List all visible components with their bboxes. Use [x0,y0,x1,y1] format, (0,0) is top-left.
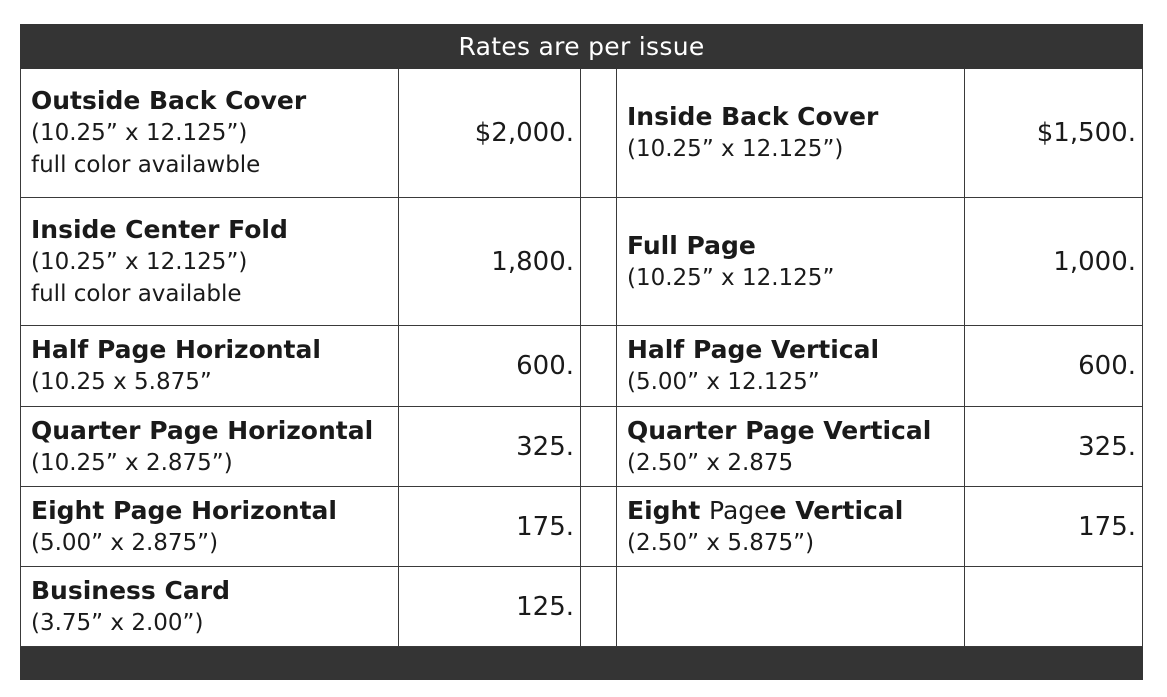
ad-size: (5.00” x 2.875”) [31,529,219,556]
table-row [20,198,1143,326]
table-row [20,567,1143,647]
ad-name-part: Page [709,495,770,525]
ad-description [20,69,398,198]
ad-price: 325. [964,407,1143,487]
ad-name: Quarter Page Vertical [627,415,932,445]
ad-price: 1,800. [398,198,580,326]
header-title: Rates are per issue [458,32,705,61]
ad-size: (10.25” x 12.125” [627,264,835,291]
ad-name: Quarter Page Horizontal [31,415,374,445]
ad-name: Business Card [31,575,230,605]
ad-note: full color available [31,280,242,307]
spacer-cell [580,69,616,198]
ad-description [20,407,398,487]
ad-price: 600. [398,326,580,407]
ad-size: (10.25” x 2.875”) [31,449,233,476]
ad-size: (10.25” x 12.125”) [627,136,844,162]
empty-cell [616,567,964,647]
table-row [20,407,1143,487]
ad-price: 325. [398,407,580,487]
ad-size: (10.25” x 12.125”) [31,120,248,146]
ad-price: 175. [398,487,580,567]
table-footer-bar [20,647,1143,680]
spacer-cell [580,567,616,647]
empty-cell [964,567,1143,647]
ad-price: 600. [964,326,1143,407]
ad-name: Half Page Vertical [627,335,880,364]
ad-price: 1,000. [964,198,1143,326]
ad-name: Inside Center Fold [31,214,288,244]
ad-description [616,198,964,326]
spacer-cell [580,326,616,407]
ad-name: Inside Back Cover [627,102,879,131]
ad-name: Half Page Horizontal [31,335,321,364]
ad-description [616,69,964,198]
ad-description [20,198,398,326]
table-row [20,326,1143,407]
ad-price: 175. [964,487,1143,567]
ad-name-part: e [769,495,787,525]
spacer-cell [580,487,616,567]
spacer-cell [580,198,616,326]
ad-name-part: Vertical [795,495,904,525]
ad-size: (3.75” x 2.00”) [31,609,204,636]
ad-name: Eight Page Horizontal [31,495,337,525]
table-row [20,487,1143,567]
rates-table [20,24,1143,680]
ad-size: (5.00” x 12.125” [627,369,820,395]
ad-name-part: Eight [627,495,701,525]
ad-size: (2.50” x 2.875 [627,449,794,476]
ad-name [627,495,964,527]
ad-price: 125. [398,567,580,647]
ad-description [20,326,398,407]
ad-price: $2,000. [398,69,580,198]
ad-description [616,326,964,407]
ad-description [616,487,964,567]
table-header [20,24,1143,69]
ad-size: (2.50” x 5.875”) [627,529,815,556]
ad-price: $1,500. [964,69,1143,198]
ad-description [616,407,964,487]
ad-note: full color availawble [31,152,261,178]
rates-grid [20,69,1143,647]
ad-description [20,567,398,647]
ad-description [20,487,398,567]
ad-size: (10.25 x 5.875” [31,369,212,395]
ad-size: (10.25” x 12.125”) [31,248,248,275]
ad-name: Full Page [627,230,756,260]
table-row [20,69,1143,198]
spacer-cell [580,407,616,487]
ad-name: Outside Back Cover [31,86,307,115]
